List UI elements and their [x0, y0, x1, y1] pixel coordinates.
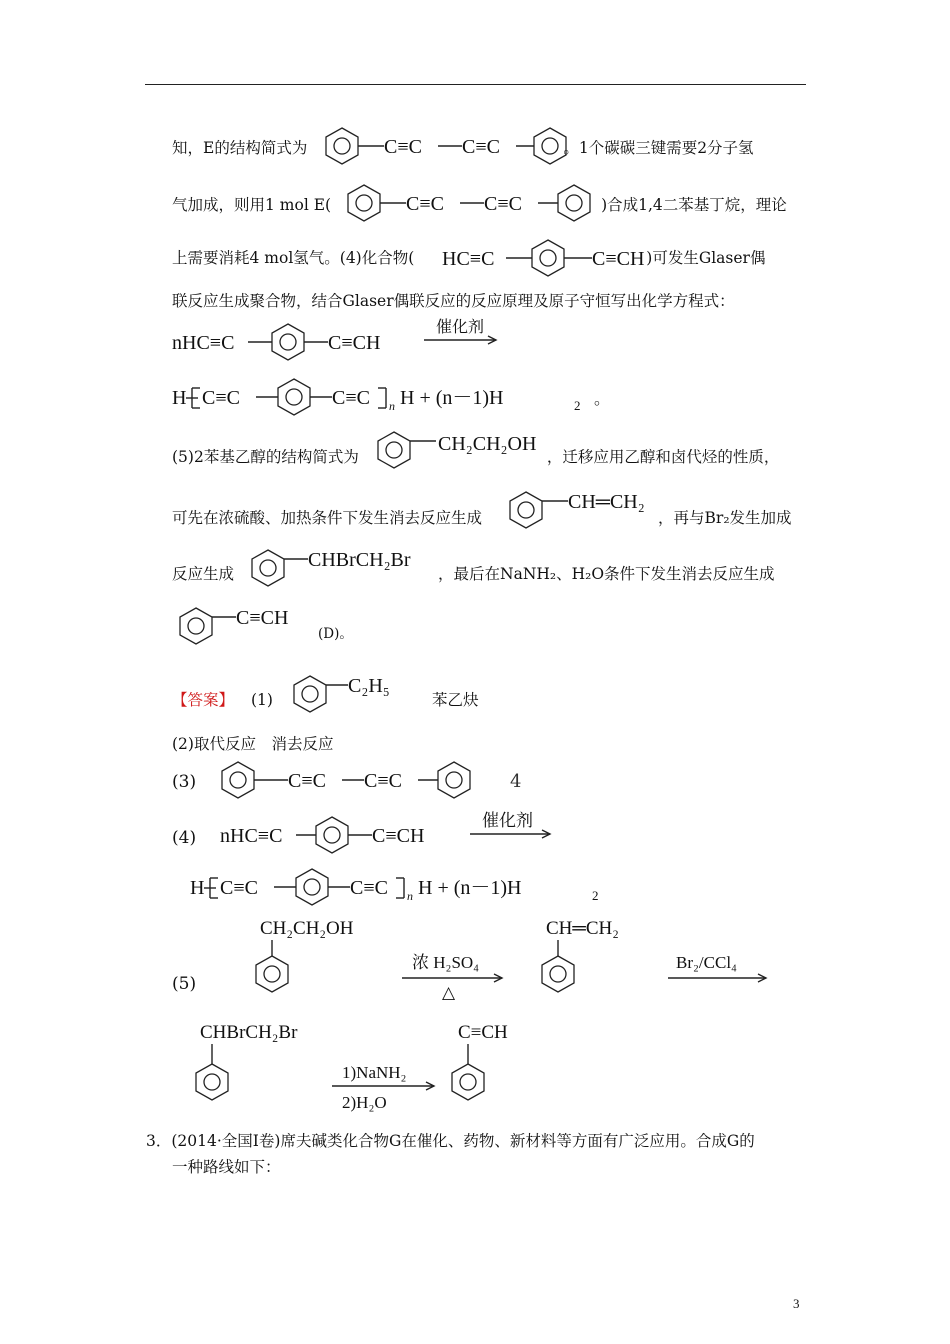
text: ，最后在NaNH₂、H₂O条件下发生消去反应生成 [438, 565, 775, 583]
poly-tail-text: H + (n－1)H [400, 387, 504, 409]
structure-dibromide [248, 544, 448, 592]
chbrch2br-text: CHBrCH₂Br [200, 1022, 298, 1043]
catalyst-label: 催化剂 [436, 319, 485, 336]
header-rule [145, 84, 806, 85]
answer-5-number: (5) [172, 974, 197, 994]
c-triple-ch-text: C≡CH [328, 332, 381, 354]
answer-3-structure [218, 760, 488, 804]
question-3-line-2: 一种路线如下： [172, 1158, 281, 1176]
catalyst-label: 催化剂 [482, 811, 533, 830]
answer-5-scheme-row1 [236, 912, 776, 1012]
text: 气加成，则用1 mol E( [172, 196, 332, 214]
nanh2-label: 1)NaNH₂ [342, 1063, 407, 1082]
text: 上需要消耗4 mol氢气。(4)化合物( [172, 249, 415, 267]
structure-styrene [504, 486, 684, 534]
text: 可先在浓硫酸、加热条件下发生消去反应生成 [172, 509, 483, 527]
text: )可发生Glaser偶 [646, 249, 766, 267]
answer-line-2: (2)取代反应 消去反应 [172, 735, 334, 753]
c-triple-c-text: C≡C [384, 136, 422, 158]
structure-phenylethanol [374, 428, 564, 476]
subscript-n: n [389, 399, 395, 413]
structure-ethylbenzene [288, 668, 418, 718]
answer-4-reactant [220, 808, 560, 858]
c-triple-ch-text: C≡CH [458, 1022, 508, 1043]
c-triple-c-text: C≡C [332, 387, 370, 409]
h2o-label: 2)H₂O [342, 1093, 387, 1112]
h-text: H [190, 877, 205, 899]
text: )合成1,4二苯基丁烷，理论 [601, 196, 787, 214]
text-line-4: 联反应生成聚合物，结合Glaser偶联反应的反应原理及原子守恒写出化学方程式： [172, 292, 735, 310]
answer-1-number: (1) [250, 691, 273, 709]
answer-1-name: 苯乙炔 [432, 691, 479, 709]
answer-4-number: (4) [172, 828, 197, 848]
c-triple-c-text: C≡C [220, 877, 258, 899]
c2h5-text: C₂H₅ [348, 675, 390, 697]
c-triple-ch-text: C≡CH [592, 248, 645, 270]
structure-phenylacetylene [174, 602, 324, 650]
heat-label: △ [442, 983, 456, 1002]
ch2ch2oh-text: CH₂CH₂OH [260, 918, 354, 939]
equation-glaser-reactant [172, 320, 512, 366]
conc-h2so4-label: 浓 H₂SO₄ [412, 953, 480, 972]
hc-triple-c-text: HC≡C [442, 248, 495, 270]
text: ，迁移应用乙醇和卤代烃的性质， [546, 448, 780, 466]
period: 。 [594, 391, 611, 408]
c-triple-c-text: C≡C [288, 770, 326, 792]
ch2ch2oh-text: CH₂CH₂OH [438, 433, 537, 455]
ch-eq-ch2-text: CH═CH₂ [568, 491, 645, 513]
text-line-9 [172, 506, 792, 530]
h-text: H [172, 387, 187, 409]
text: 。1个碳碳三键需要2分子氢 [563, 139, 754, 157]
equation-glaser-product [172, 376, 642, 422]
n-hc-triple-c-text: nHC≡C [220, 825, 283, 847]
c-triple-c-text: C≡C [202, 387, 240, 409]
n-hc-triple-c-text: nHC≡C [172, 332, 235, 354]
br2-ccl4-label: Br₂/CCl₄ [676, 953, 737, 972]
page-number: 3 [793, 1296, 800, 1311]
ch-eq-ch2-text: CH═CH₂ [546, 918, 619, 939]
label-d: (D)。 [318, 626, 353, 642]
subscript-2: 2 [592, 888, 599, 903]
text: ，再与Br₂发生加成 [658, 509, 792, 527]
c-triple-c-text: C≡C [350, 877, 388, 899]
c-triple-c-text: C≡C [484, 193, 522, 215]
answer-3-value: 4 [510, 771, 522, 792]
answer-tag: 【答案】 [172, 691, 235, 709]
poly-tail-text: H + (n－1)H [418, 877, 522, 899]
chbrch2br-text: CHBrCH₂Br [308, 549, 411, 571]
answer-3-number: (3) [172, 772, 197, 792]
text: (5)2苯基乙醇的结构简式为 [172, 448, 359, 466]
c-triple-ch-text: C≡CH [236, 607, 289, 629]
answer-5-scheme-row2 [196, 1014, 556, 1114]
subscript-2: 2 [574, 398, 581, 413]
structure-e-2 [344, 183, 606, 227]
question-3-line-1: 3．(2014·全国Ⅰ卷)席夫碱类化合物G在催化、药物、新材料等方面有广泛应用。合成G的 [146, 1132, 755, 1150]
c-triple-c-text: C≡C [364, 770, 402, 792]
answer-4-product [190, 866, 610, 912]
c-triple-ch-text: C≡CH [372, 825, 425, 847]
c-triple-c-text: C≡C [406, 193, 444, 215]
structure-e-1 [322, 126, 582, 170]
subscript-n: n [407, 889, 413, 903]
c-triple-c-text: C≡C [462, 136, 500, 158]
text: 知，E的结构简式为 [172, 139, 308, 157]
answer-line-1 [172, 688, 273, 712]
text: 反应生成 [172, 565, 235, 583]
structure-diyne [442, 238, 674, 282]
